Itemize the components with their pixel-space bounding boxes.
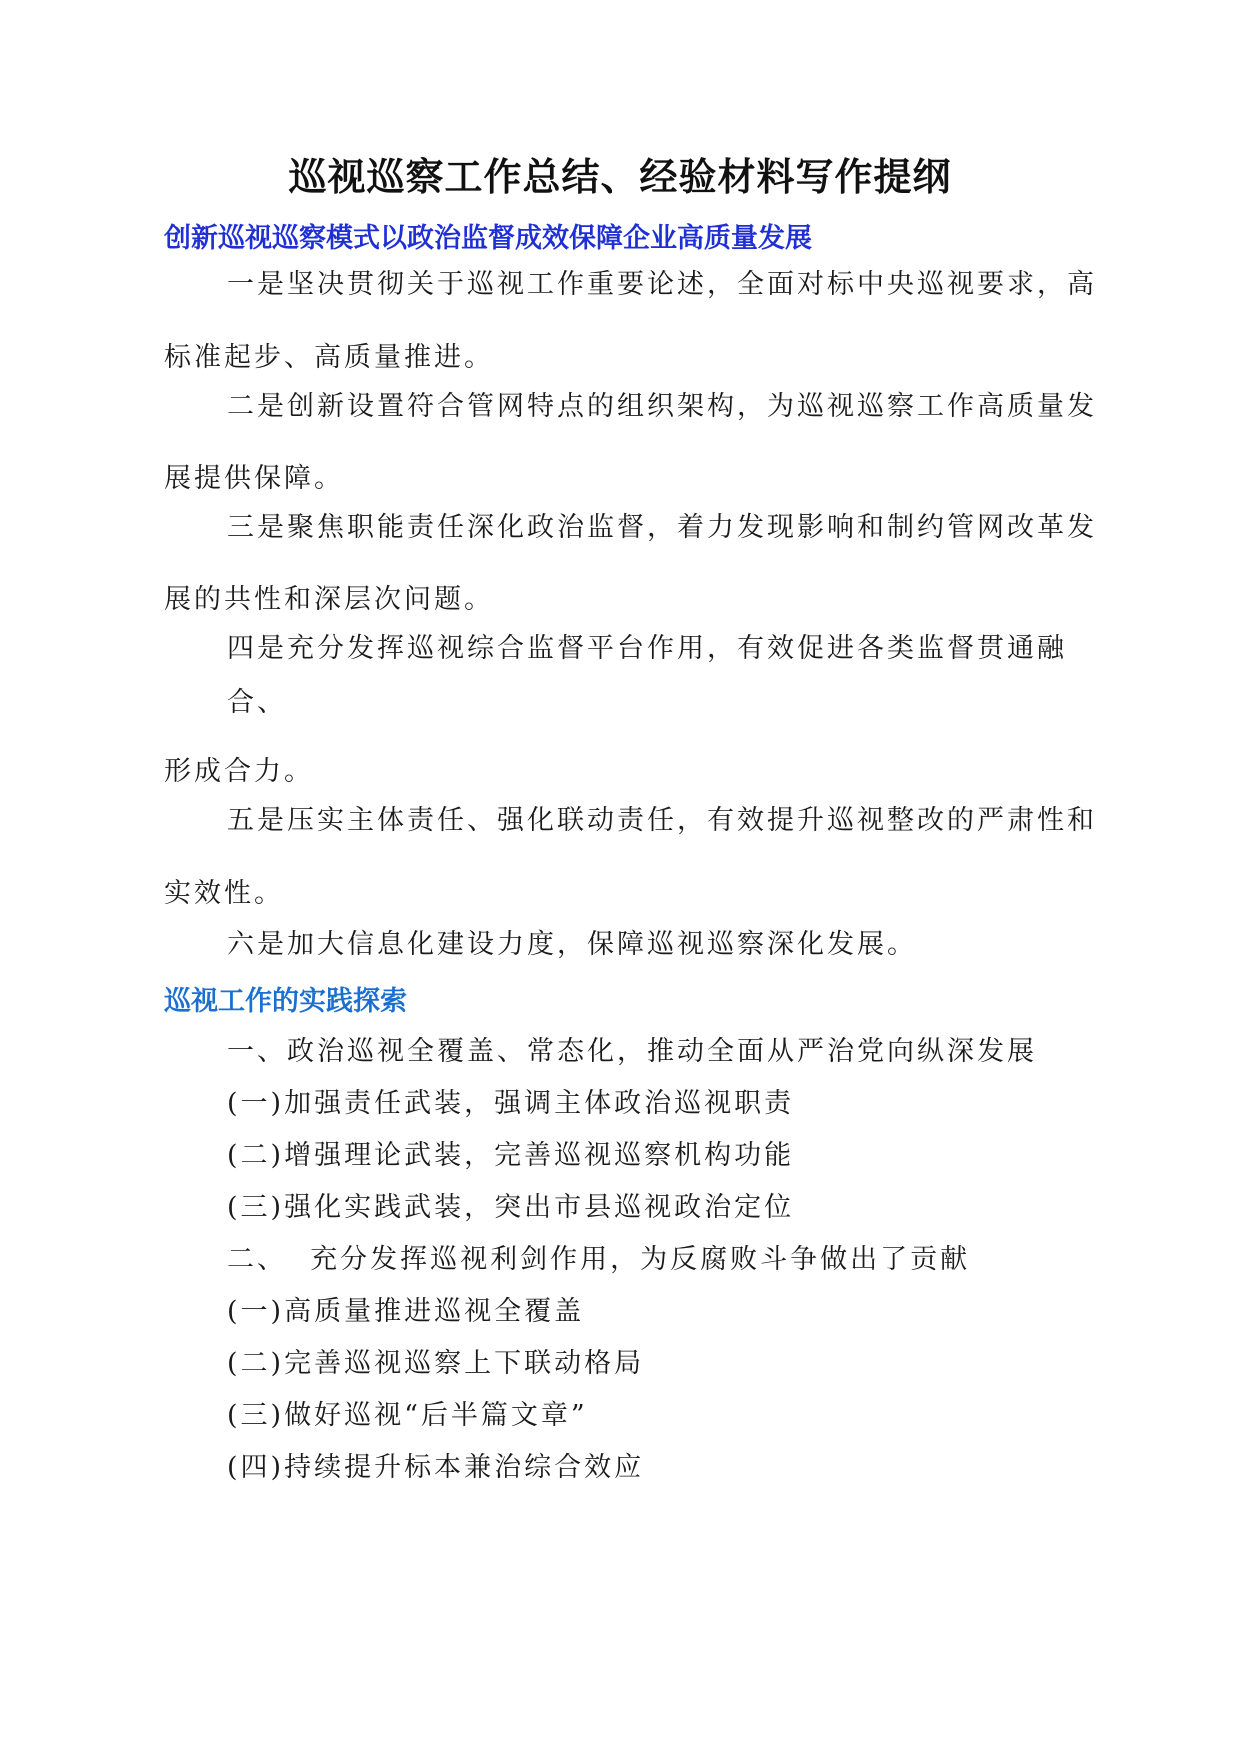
outline-item: (三)做好巡视“后半篇文章” [227, 1400, 588, 1431]
outline-item: (一)高质量推进巡视全覆盖 [227, 1296, 585, 1327]
paragraph-5-line-1: 五是压实主体责任、强化联动责任，有效提升巡视整改的严肃性和 [227, 805, 1097, 836]
outline-item: (四)持续提升标本兼治综合效应 [227, 1452, 645, 1483]
paragraph-1-line-1: 一是坚决贯彻关于巡视工作重要论述，全面对标中央巡视要求，高 [227, 269, 1097, 300]
paragraph-3-line-2: 展的共性和深层次问题。 [164, 584, 494, 615]
outline-item: 二、 充分发挥巡视利剑作用，为反腐败斗争做出了贡献 [227, 1244, 971, 1275]
outline-item: (二)完善巡视巡察上下联动格局 [227, 1348, 645, 1379]
paragraph-4-line-2: 形成合力。 [164, 756, 314, 787]
section2-heading: 巡视工作的实践探索 [164, 986, 407, 1017]
document-title: 巡视巡察工作总结、经验材料写作提纲 [288, 155, 952, 199]
outline-item: (三)强化实践武装，突出市县巡视政治定位 [227, 1192, 795, 1223]
paragraph-1-line-2: 标准起步、高质量推进。 [164, 342, 494, 373]
outline-item: (二)增强理论武装，完善巡视巡察机构功能 [227, 1140, 795, 1171]
outline-item: (一)加强责任武装，强调主体政治巡视职责 [227, 1088, 795, 1119]
paragraph-2-line-2: 展提供保障。 [164, 463, 344, 494]
paragraph-5-line-2: 实效性。 [164, 878, 284, 909]
paragraph-6-line-1: 六是加大信息化建设力度，保障巡视巡察深化发展。 [227, 929, 917, 960]
paragraph-2-line-1: 二是创新设置符合管网特点的组织架构，为巡视巡察工作高质量发 [227, 391, 1097, 422]
paragraph-4-line-1: 四是充分发挥巡视综合监督平台作用，有效促进各类监督贯通融 [227, 633, 1067, 664]
paragraph-4-line-1b: 合、 [227, 687, 287, 718]
outline-item: 一、政治巡视全覆盖、常态化，推动全面从严治党向纵深发展 [227, 1036, 1037, 1067]
paragraph-3-line-1: 三是聚焦职能责任深化政治监督，着力发现影响和制约管网改革发 [227, 512, 1097, 543]
section1-heading: 创新巡视巡察模式以政治监督成效保障企业高质量发展 [164, 223, 812, 254]
